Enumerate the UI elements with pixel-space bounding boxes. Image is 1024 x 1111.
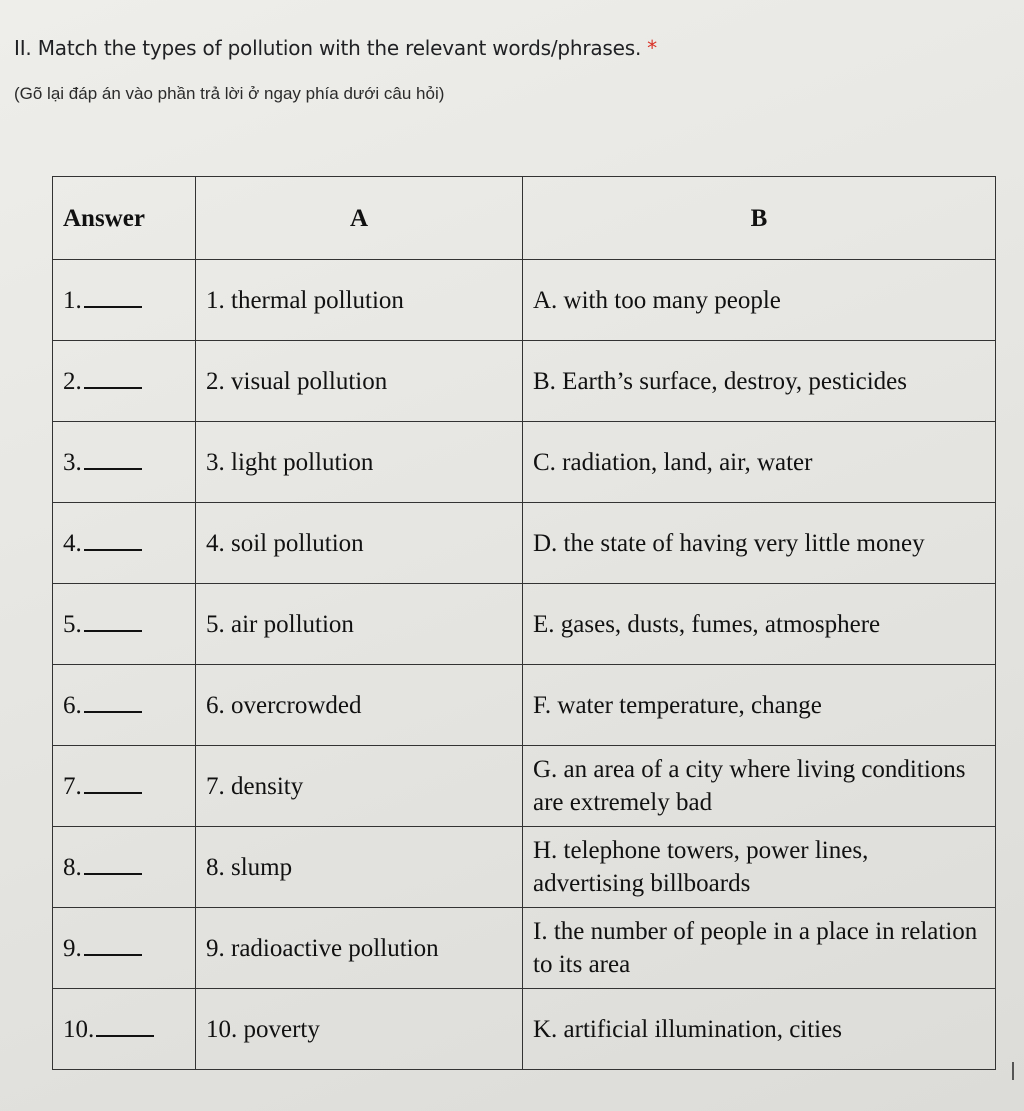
answer-blank xyxy=(84,286,142,308)
table-row xyxy=(53,422,996,503)
column-b-cell: K. artificial illumination, cities xyxy=(523,989,996,1070)
answer-cell xyxy=(53,827,196,908)
answer-cell xyxy=(53,746,196,827)
table-header-row xyxy=(53,177,996,260)
column-a-cell: 3. light pollution xyxy=(196,422,523,503)
answer-number: 7. xyxy=(63,772,82,800)
answer-number: 6. xyxy=(63,691,82,719)
answer-number: 3. xyxy=(63,448,82,476)
answer-cell xyxy=(53,989,196,1070)
table-row xyxy=(53,908,996,989)
question-title xyxy=(14,36,657,60)
answer-blank xyxy=(84,529,142,551)
table-row xyxy=(53,827,996,908)
answer-cell xyxy=(53,665,196,746)
column-a-cell: 8. slump xyxy=(196,827,523,908)
answer-number: 8. xyxy=(63,853,82,881)
table-row xyxy=(53,746,996,827)
question-hint: (Gõ lại đáp án vào phần trả lời ở ngay phía dưới câu hỏi) xyxy=(14,84,445,103)
answer-blank xyxy=(84,853,142,875)
column-b-cell: G. an area of a city where living conditions are extremely bad xyxy=(523,746,996,827)
column-b-cell: H. telephone towers, power lines, advertising billboards xyxy=(523,827,996,908)
column-a-cell: 5. air pollution xyxy=(196,584,523,665)
table-row xyxy=(53,584,996,665)
column-a-cell: 1. thermal pollution xyxy=(196,260,523,341)
column-b-cell: B. Earth’s surface, destroy, pesticides xyxy=(523,341,996,422)
table-row xyxy=(53,989,996,1070)
answer-blank xyxy=(84,934,142,956)
answer-blank xyxy=(84,367,142,389)
table-row xyxy=(53,341,996,422)
column-a-cell: 4. soil pollution xyxy=(196,503,523,584)
column-a-cell: 10. poverty xyxy=(196,989,523,1070)
column-b-cell: F. water temperature, change xyxy=(523,665,996,746)
column-b-cell: E. gases, dusts, fumes, atmosphere xyxy=(523,584,996,665)
answer-number: 1. xyxy=(63,286,82,314)
answer-cell xyxy=(53,908,196,989)
required-asterisk: * xyxy=(647,36,657,60)
answer-cell xyxy=(53,341,196,422)
column-b-cell: D. the state of having very little money xyxy=(523,503,996,584)
answer-cell xyxy=(53,260,196,341)
answer-number: 9. xyxy=(63,934,82,962)
table-row xyxy=(53,260,996,341)
answer-blank xyxy=(96,1015,154,1037)
table-row xyxy=(53,665,996,746)
header-a: A xyxy=(196,177,523,260)
screen-edge-mark xyxy=(1012,1062,1014,1080)
answer-blank xyxy=(84,448,142,470)
answer-blank xyxy=(84,691,142,713)
matching-table xyxy=(52,176,996,1070)
column-a-cell: 2. visual pollution xyxy=(196,341,523,422)
answer-number: 2. xyxy=(63,367,82,395)
answer-cell xyxy=(53,503,196,584)
column-b-cell: C. radiation, land, air, water xyxy=(523,422,996,503)
answer-number: 4. xyxy=(63,529,82,557)
answer-cell xyxy=(53,422,196,503)
table-row xyxy=(53,503,996,584)
answer-number: 10. xyxy=(63,1015,95,1043)
answer-blank xyxy=(84,772,142,794)
header-answer: Answer xyxy=(53,177,196,260)
answer-number: 5. xyxy=(63,610,82,638)
question-text: II. Match the types of pollution with the relevant words/phrases. xyxy=(14,36,642,60)
column-b-cell: A. with too many people xyxy=(523,260,996,341)
column-a-cell: 6. overcrowded xyxy=(196,665,523,746)
column-b-cell: I. the number of people in a place in relation to its area xyxy=(523,908,996,989)
column-a-cell: 9. radioactive pollution xyxy=(196,908,523,989)
header-b: B xyxy=(523,177,996,260)
answer-blank xyxy=(84,610,142,632)
answer-cell xyxy=(53,584,196,665)
column-a-cell: 7. density xyxy=(196,746,523,827)
